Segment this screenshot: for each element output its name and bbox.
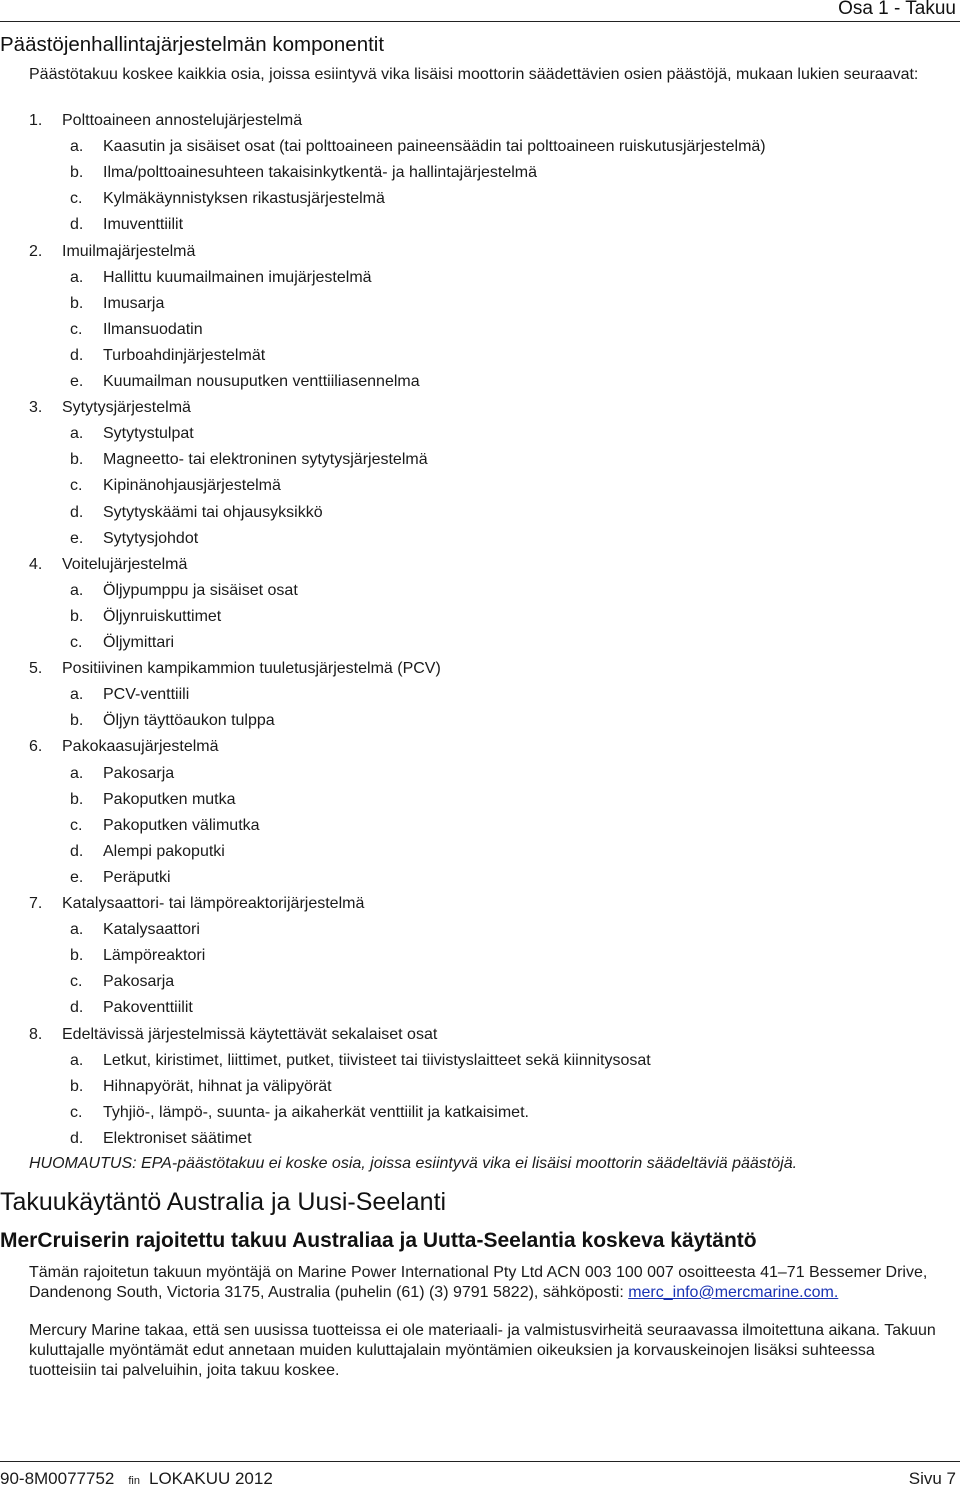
list-text: Öljyn täyttöaukon tulppa [103, 712, 275, 730]
list-text: Magneetto- tai elektroninen sytytysjärjestelmä [103, 451, 428, 469]
list-item [29, 893, 364, 915]
list-text: Turboahdinjärjestelmät [103, 346, 266, 364]
footer-doc-info [0, 1469, 273, 1489]
list-subitem [70, 1076, 332, 1098]
list-marker: a. [70, 764, 84, 782]
list-text: Ilma/polttoainesuhteen takaisinkytkentä- ja hallintajärjestelmä [103, 164, 538, 182]
list-marker: b. [70, 947, 84, 965]
section-heading: Takuukäytäntö Australia ja Uusi-Seelanti [0, 1188, 447, 1216]
list-subitem [70, 502, 323, 524]
list-subitem [70, 1128, 252, 1150]
list-marker: c. [70, 973, 83, 991]
list-text: Pakoventtiilit [103, 999, 193, 1017]
list-marker: c. [70, 320, 83, 338]
list-item [29, 241, 195, 263]
list-marker: d. [70, 842, 84, 860]
list-text: Positiivinen kampikammion tuuletusjärjestelmä (PCV) [62, 660, 441, 678]
list-text: Voitelujärjestelmä [62, 555, 188, 573]
list-text: Öljynruiskuttimet [103, 607, 222, 625]
list-marker: a. [70, 921, 84, 939]
header-divider [0, 21, 960, 22]
list-subitem [70, 815, 260, 837]
list-subitem [70, 423, 194, 445]
list-marker: 4. [29, 555, 43, 573]
list-marker: a. [70, 686, 84, 704]
list-subitem [70, 449, 428, 471]
list-marker: b. [70, 1077, 84, 1095]
list-text: Pakoputken välimutka [103, 816, 260, 834]
list-marker: c. [70, 477, 83, 495]
list-text: Kylmäkäynnistyksen rikastusjärjestelmä [103, 190, 385, 208]
list-text: Sytytystulpat [103, 425, 194, 443]
list-text: Imusarja [103, 294, 165, 312]
list-subitem [70, 763, 174, 785]
list-text: Pakosarja [103, 764, 175, 782]
page-title: Päästöjenhallintajärjestelmän komponentit [0, 33, 385, 56]
list-marker: c. [70, 634, 83, 651]
list-marker: d. [70, 216, 84, 234]
warranty-provider-paragraph [29, 1263, 944, 1303]
list-subitem [70, 580, 298, 602]
list-marker: a. [70, 268, 84, 286]
list-text: Sytytyskäämi tai ohjausyksikkö [103, 503, 323, 521]
list-text: PCV-venttiili [103, 686, 190, 704]
list-marker: d. [70, 1129, 84, 1147]
list-marker: b. [70, 294, 84, 312]
list-marker: a. [70, 1051, 84, 1069]
list-text: Öljypumppu ja sisäiset osat [103, 581, 298, 599]
list-text: Sytytysjärjestelmä [62, 399, 191, 417]
section-header: Osa 1 - Takuu [838, 0, 956, 19]
list-text: Sytytysjohdot [103, 529, 199, 547]
list-marker: a. [70, 581, 84, 599]
list-item [29, 110, 302, 132]
list-subitem [70, 528, 198, 550]
list-text: Lämpöreaktori [103, 947, 206, 965]
list-item [29, 1024, 437, 1046]
list-text: Katalysaattori [103, 921, 200, 939]
list-text: Ilmansuodatin [103, 320, 203, 338]
list-text: Kaasutin ja sisäiset osat (tai polttoaineen paineensäädin tai polttoaineen ruiskutusjärjestelmä) [103, 138, 766, 156]
list-subitem [70, 997, 193, 1019]
list-marker: d. [70, 346, 84, 364]
list-item [29, 397, 191, 419]
list-marker: c. [70, 1103, 83, 1121]
list-marker: 7. [29, 895, 43, 912]
list-subitem [70, 188, 385, 210]
list-text: Öljymittari [103, 634, 175, 651]
list-text: Hallittu kuumailmainen imujärjestelmä [103, 268, 372, 286]
list-subitem [70, 293, 164, 315]
warranty-terms-paragraph: Mercury Marine takaa, että sen uusissa tuotteissa ei ole materiaali- ja valmistusvirheitä seuraavassa ilmoitettuna aikana. Takuun kuluttajalle myöntämät edut annetaan muiden kuluttajalain myöntämien oikeuksien ja korvauskeinojen lisäksi suhteessa tuotteisiin tai palveluihin, joita takuu koskee. [29, 1322, 936, 1379]
list-marker: b. [70, 451, 84, 469]
list-marker: 6. [29, 738, 43, 756]
list-subitem [70, 1050, 651, 1072]
list-subitem [70, 606, 221, 628]
list-text: Pakokaasujärjestelmä [62, 738, 219, 756]
note-text: HUOMAUTUS: EPA-päästötakuu ei koske osia, joissa esiintyvä vika ei lisäisi moottorin säädeltäviä päästöjä. [29, 1155, 798, 1172]
list-text: Katalysaattori- tai lämpöreaktorijärjestelmä [62, 895, 365, 912]
list-text: Polttoaineen annostelujärjestelmä [62, 112, 303, 129]
section-subheading: MerCruiserin rajoitettu takuu Australiaa ja Uutta-Seelantia koskeva käytäntö [0, 1229, 757, 1252]
list-subitem [70, 632, 174, 654]
list-marker: e. [70, 529, 84, 547]
list-text: Edeltävissä järjestelmissä käytettävät sekalaiset osat [62, 1025, 438, 1043]
list-marker: e. [70, 373, 84, 390]
list-subitem [70, 867, 171, 889]
list-text: Tyhjiö-, lämpö-, suunta- ja aikaherkät venttiilit ja katkaisimet. [103, 1103, 529, 1121]
list-marker: 8. [29, 1025, 43, 1043]
list-subitem [70, 945, 205, 967]
list-marker: a. [70, 425, 84, 443]
list-marker: c. [70, 816, 83, 834]
list-marker: d. [70, 999, 84, 1017]
list-marker: a. [70, 138, 84, 156]
list-item [29, 658, 441, 680]
list-subitem [70, 1102, 529, 1124]
list-subitem [70, 371, 420, 393]
list-subitem [70, 684, 189, 706]
list-item [29, 554, 187, 576]
page-number: Sivu 7 [908, 1469, 956, 1488]
list-text: Pakoputken mutka [103, 790, 236, 808]
list-text: Elektroniset säätimet [103, 1129, 252, 1147]
list-subitem [70, 136, 766, 158]
publication-date: LOKAKUU 2012 [149, 1469, 273, 1488]
list-text: Kipinänohjausjärjestelmä [103, 477, 281, 495]
list-subitem [70, 214, 183, 236]
list-marker: b. [70, 164, 84, 182]
list-subitem [70, 789, 236, 811]
language-code: fin [128, 1475, 140, 1487]
list-text: Hihnapyörät, hihnat ja välipyörät [103, 1077, 332, 1095]
list-subitem [70, 345, 265, 367]
list-marker: 5. [29, 660, 43, 678]
email-link[interactable]: merc_info@mercmarine.com. [628, 1284, 839, 1301]
list-marker: 2. [29, 242, 43, 260]
list-text: Kuumailman nousuputken venttiiliasennelma [103, 373, 420, 390]
doc-number: 90-8M0077752 [0, 1469, 115, 1488]
list-marker: 1. [29, 112, 43, 129]
list-marker: b. [70, 790, 84, 808]
list-subitem [70, 162, 537, 184]
list-subitem [70, 841, 225, 863]
list-item [29, 736, 219, 758]
list-subitem [70, 919, 200, 941]
list-marker: d. [70, 503, 84, 521]
list-marker: b. [70, 712, 84, 730]
list-marker: e. [70, 868, 84, 886]
intro-paragraph: Päästötakuu koskee kaikkia osia, joissa esiintyvä vika lisäisi moottorin säädettävien osien päästöjä, mukaan lukien seuraavat: [29, 66, 919, 83]
list-text: Imuilmajärjestelmä [62, 242, 196, 260]
list-text: Pakosarja [103, 973, 175, 991]
list-text: Alempi pakoputki [103, 842, 225, 860]
list-marker: 3. [29, 399, 43, 417]
list-subitem [70, 267, 372, 289]
list-subitem [70, 319, 203, 341]
list-text: Peräputki [103, 868, 171, 886]
warranty-provider-text: Tämän rajoitetun takuun myöntäjä on Marine Power International Pty Ltd ACN 003 100 007 osoitteesta 41–71 Bessemer Drive, Dandenong South, Victoria 3175, Australia (puhelin (61) (3) 9791 5822), sähköposti: [29, 1264, 928, 1301]
list-subitem [70, 971, 174, 993]
list-subitem [70, 710, 275, 732]
list-text: Letkut, kiristimet, liittimet, putket, tiivisteet tai tiivistyslaitteet sekä kiinnitysosat [103, 1051, 651, 1069]
list-marker: b. [70, 607, 84, 625]
footer-divider [0, 1461, 960, 1462]
list-text: Imuventtiilit [103, 216, 184, 234]
list-subitem [70, 475, 281, 497]
list-marker: c. [70, 190, 83, 208]
